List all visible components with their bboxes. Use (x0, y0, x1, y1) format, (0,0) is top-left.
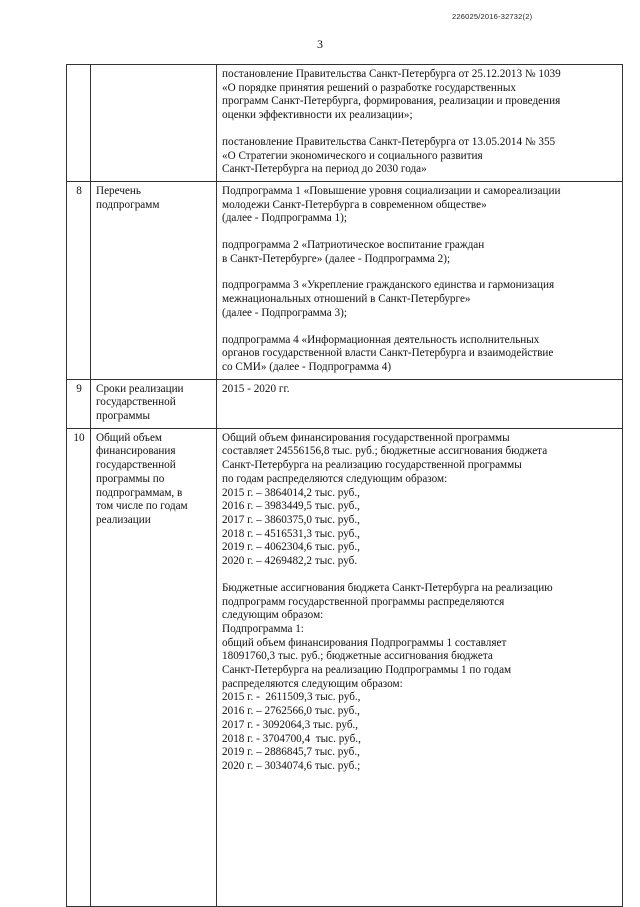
page-number: 3 (317, 37, 323, 51)
paragraph: постановление Правительства Санкт-Петербурга от 25.12.2013 № 1039 «О порядке принятия решений о разработке государственных программ Санкт-Петербурга, формирования, реализации и проведения оценки эффективности их реализации»; (222, 68, 561, 122)
subprogram1-yearly-list (222, 691, 618, 773)
row-value-cell (217, 65, 623, 182)
row-label: Сроки реализации государственной программы (96, 382, 184, 423)
program-passport-table (66, 64, 623, 907)
row-label-cell (91, 428, 217, 906)
table-row (67, 379, 623, 428)
list-item: 2017 г. - 3092064,3 тыс. руб., (222, 718, 359, 731)
table-row (67, 428, 623, 906)
table-row (67, 65, 623, 182)
row-label: Перечень подпрограмм (96, 184, 160, 211)
row-value-cell (217, 379, 623, 428)
row-label-cell (91, 379, 217, 428)
paragraph: 2015 - 2020 гг. (222, 382, 290, 395)
document-reference-number: 226025/2016-32732(2) (452, 12, 533, 21)
list-item: 2016 г. – 2762566,0 тыс. руб., (222, 705, 360, 718)
yearly-financing-list (222, 487, 618, 569)
list-item: 2015 г. - 2611509,3 тыс. руб., (222, 691, 361, 704)
paragraph: Подпрограмма 1 «Повышение уровня социализации и самореализации молодежи Санкт-Петербурга в современном обществе» (далее - Подпрограмма 1); (222, 184, 561, 225)
row-number-cell: 10 (67, 428, 91, 906)
row-number-cell (67, 65, 91, 182)
table-row (67, 181, 623, 379)
paragraph: постановление Правительства Санкт-Петербурга от 13.05.2014 № 355 «О Стратегии экономического и социального развития Санкт-Петербурга на период до 2030 года» (222, 135, 556, 176)
list-item: 2015 г. – 3864014,2 тыс. руб., (222, 486, 360, 499)
list-item: 2016 г. – 3983449,5 тыс. руб., (222, 500, 360, 513)
row-value-cell (217, 428, 623, 906)
paragraph: подпрограмма 4 «Информационная деятельность исполнительных органов государственной власти Санкт-Петербурга и взаимодействие со СМИ» (далее - Подпрограмма 4) (222, 333, 554, 373)
list-item: 2019 г. – 2886845,7 тыс. руб., (222, 746, 360, 759)
list-item: 2018 г. - 3704700,4 тыс. руб., (222, 732, 361, 745)
paragraph: подпрограмма 3 «Укрепление гражданского единства и гармонизация межнациональных отношений в Санкт-Петербурге» (далее - Подпрограмма 3); (222, 279, 555, 319)
paragraph: Общий объем финансирования государственной программы составляет 24556156,8 тыс. руб.; бюджетные ассигнования бюджета Санкт-Петербурга на реализацию государственной программы по годам распределяются следующим образом: (222, 431, 548, 485)
row-label: Общий объем финансирования государственной программы по подпрограммам, в том числе по годам реализации (96, 431, 188, 526)
row-label-cell (91, 181, 217, 379)
paragraph: подпрограмма 2 «Патриотическое воспитание граждан в Санкт-Петербурге» (далее - Подпрограмма 2); (222, 239, 485, 265)
list-item: 2017 г. – 3860375,0 тыс. руб., (222, 513, 360, 526)
paragraph: Бюджетные ассигнования бюджета Санкт-Петербурга на реализацию подпрограмм государственной программы распределяются следующим образом: Подпрограмма 1: общий объем финансирования Подпрограммы 1 составляет 18091760,3 тыс. руб.; бюджетные ассигнования бюджета Санкт-Петербурга на реализацию Подпрограммы 1 по годам распределяются следующим образом: (222, 581, 553, 690)
row-number-cell: 8 (67, 181, 91, 379)
row-label-cell (91, 65, 217, 182)
list-item: 2020 г. – 4269482,2 тыс. руб. (222, 555, 358, 568)
list-item: 2019 г. – 4062304,6 тыс. руб., (222, 541, 360, 554)
list-item: 2020 г. – 3034074,6 тыс. руб.; (222, 759, 361, 772)
row-number-cell: 9 (67, 379, 91, 428)
row-value-cell (217, 181, 623, 379)
list-item: 2018 г. – 4516531,3 тыс. руб., (222, 527, 360, 540)
